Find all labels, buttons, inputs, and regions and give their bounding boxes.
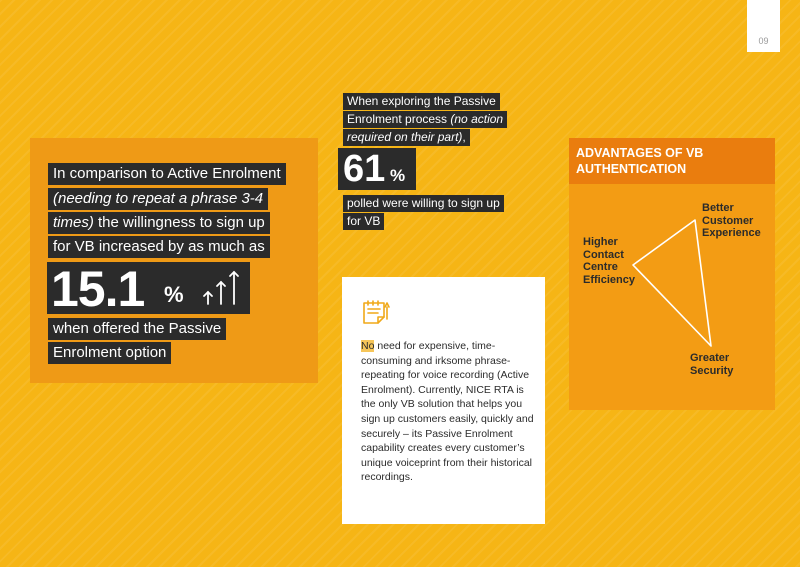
note-icon [360, 297, 394, 329]
left-line-6: Enrolment option [48, 342, 171, 364]
rising-arrows-icon [202, 268, 242, 308]
mid-line-2-text: Enrolment process [347, 112, 451, 126]
left-line-4: for VB increased by as much as [48, 236, 270, 258]
label-higher-contact-centre-efficiency: Higher Contact Centre Efficiency [583, 236, 635, 286]
mid-stat-value: 61 [343, 148, 386, 190]
mid-stat-box [338, 148, 416, 190]
mid-stat-unit: % [390, 166, 406, 185]
mid-line-1: When exploring the Passive [343, 93, 500, 110]
mid-line-2-italic: (no action [450, 112, 504, 126]
left-line-2 [48, 188, 268, 210]
big-stat-unit: % [164, 282, 184, 307]
left-line-2-italic: (needing to repeat a phrase 3-4 [53, 190, 264, 207]
big-stat-box [47, 261, 250, 317]
info-card [342, 277, 545, 524]
advantages-panel [569, 138, 775, 410]
big-stat-value: 15.1 [51, 261, 145, 317]
card-body-rest: need for expensive, time-consuming and irksome phrase-repeating for voice recording (Active Enrolment). Currently, NICE RTA is the only VB solution that helps you sign up customers easily, quickly and securely – its Passive Enrolment capability creates every customer’s unique voiceprint from their historical recordings. [361, 340, 534, 484]
mid-line-2 [343, 111, 507, 128]
page-number: 09 [758, 36, 769, 46]
left-line-5: when offered the Passive [48, 318, 226, 340]
mid-line-3-italic: required on their part) [347, 130, 463, 144]
triangle-shape [633, 220, 711, 346]
mid-line-3 [343, 129, 470, 146]
left-line-3-italic: times) [53, 214, 94, 231]
left-line-1: In comparison to Active Enrolment [48, 163, 286, 185]
mid-line-4: polled were willing to sign up [343, 195, 504, 212]
left-line-3-rest: the willingness to sign up [93, 214, 265, 231]
mid-line-3-rest: , [462, 130, 466, 144]
page-number-tab [747, 0, 780, 52]
advantages-title: ADVANTAGES OF VB AUTHENTICATION [576, 146, 704, 176]
left-line-3 [48, 212, 270, 234]
card-body-first: No [361, 340, 375, 352]
card-body [361, 339, 541, 485]
mid-line-5: for VB [343, 213, 384, 230]
label-greater-security: Greater Security [690, 352, 734, 377]
label-better-customer-experience: Better Customer Experience [702, 202, 761, 239]
